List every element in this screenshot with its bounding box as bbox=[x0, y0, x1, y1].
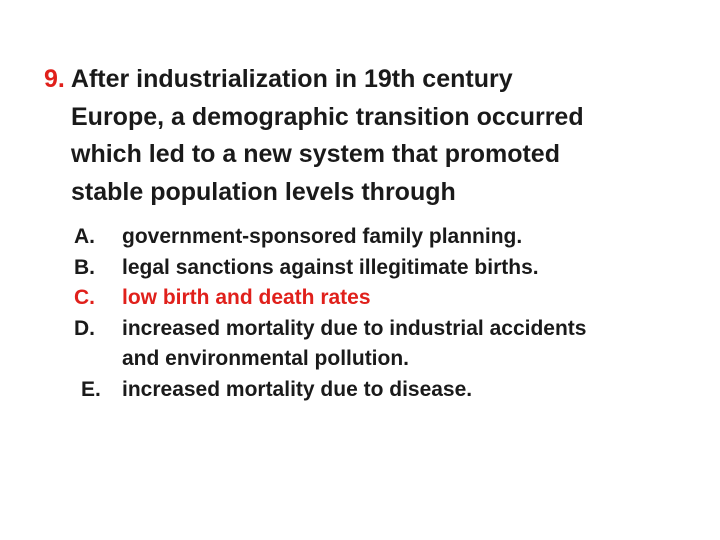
question-line-2: Europe, a demographic transition occurred bbox=[71, 102, 584, 131]
question-line-1-text: After industrialization in 19th century bbox=[70, 65, 513, 93]
option-a-text: government-sponsored family planning. bbox=[122, 225, 523, 248]
option-e-text: increased mortality due to disease. bbox=[122, 377, 473, 401]
option-c-text: low birth and death rates bbox=[122, 286, 371, 309]
option-d-continuation bbox=[74, 344, 714, 375]
answer-options bbox=[74, 222, 714, 405]
option-a-letter: A. bbox=[74, 225, 95, 248]
option-c bbox=[74, 283, 714, 314]
option-d-text-cont: and environmental pollution. bbox=[122, 347, 410, 370]
option-d-text: increased mortality due to industrial accidents bbox=[122, 316, 587, 340]
option-b-letter: B. bbox=[74, 255, 95, 279]
option-e bbox=[74, 375, 714, 406]
option-c-letter: C. bbox=[74, 286, 95, 309]
option-b-text: legal sanctions against illegitimate births. bbox=[122, 255, 539, 279]
option-d bbox=[74, 314, 714, 345]
question-number: 9. bbox=[44, 65, 65, 93]
option-e-letter: E. bbox=[81, 377, 101, 401]
question-text bbox=[44, 61, 664, 211]
option-a bbox=[74, 222, 714, 253]
question-line-1 bbox=[44, 61, 664, 99]
option-b bbox=[74, 253, 714, 284]
option-d-letter: D. bbox=[74, 316, 95, 340]
question-line-3: which led to a new system that promoted bbox=[71, 140, 560, 168]
question-line-4: stable population levels through bbox=[71, 177, 456, 206]
